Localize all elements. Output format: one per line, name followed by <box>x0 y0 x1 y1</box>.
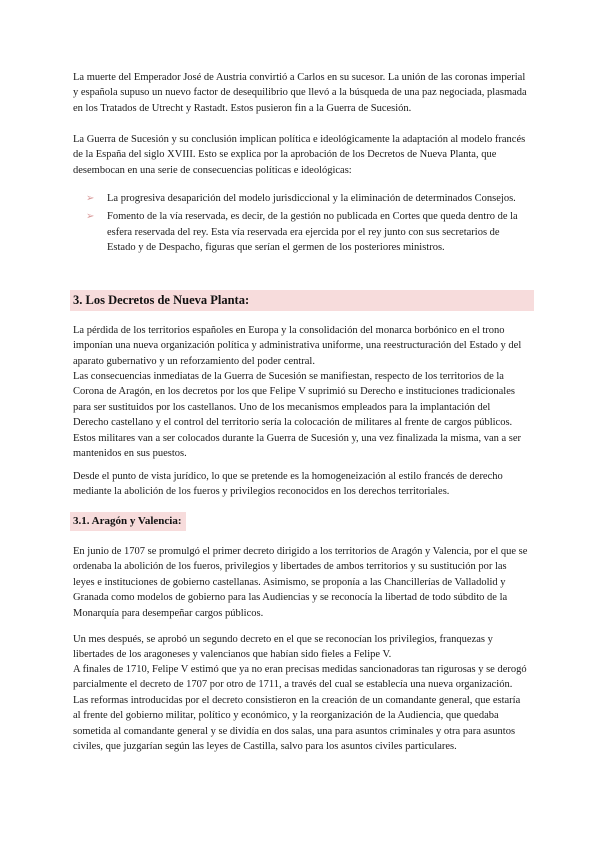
paragraph-consecuencias-inmediatas: Las consecuencias inmediatas de la Guerra de Sucesión se manifiestan, respecto de los territorios de la Corona de Aragón, en los decretos por los que Felipe V suprimió su Derecho e instituciones tradicionales para ser sustituidos por los castellanos. Uno de los mecanismos empleados para la implantación del Derecho castellano y el control del territorio sería la colocación de militares al frente de cargos públicos. Estos militares van a ser colocados durante la Guerra de Sucesión y, una vez finalizada la misma, van a ser mantenidos en sus puestos. <box>73 371 522 460</box>
paragraph-finales-1710: A finales de 1710, Felipe V estimó que ya no eran precisas medidas sancionadoras tan rigurosas y se derogó parcialmente el decreto de 1707 por otro de 1711, a través del cual se establecía una nueva organización. Las reformas introducidas por el decreto consistieron en la creación de un comandante general, que estaría al frente del gobierno militar, político y económico, y la reorganización de la Audiencia, que quedaba sometida al comandante general y se dividía en dos salas, una para asuntos criminales y otra para asuntos civiles, que juzgarían según las leyes de Castilla, salvo para los asuntos civiles particulares. <box>73 664 527 753</box>
section-heading-aragon-valencia: 3.1. Aragón y Valencia: <box>70 512 186 531</box>
list-item-text: Fomento de la vía reservada, es decir, de la gestión no publicada en Cortes que queda dentro de la esfera reservada del rey. Esta vía reservada era ejercida por el rey junto con sus secretarios de Estado y de Despacho, figuras que serían el germen de los posteriores ministros. <box>107 211 518 254</box>
paragraph-intro: La muerte del Emperador José de Austria convirtió a Carlos en su sucesor. La unión de las coronas imperial y española supuso un nuevo factor de desequilibrio que llevó a la búsqueda de una paz negociada, plasmada en los Tratados de Utrecht y Rastadt. Estos pusieron fin a la Guerra de Sucesión. <box>73 72 527 114</box>
paragraph-un-mes-despues: Un mes después, se aprobó un segundo decreto en el que se reconocían los privilegios, franquezas y libertades de los aragoneses y valencianos que habían sido fieles a Felipe V. <box>73 634 493 661</box>
list-item-text: La progresiva desaparición del modelo jurisdiccional y la eliminación de determinados Consejos. <box>107 193 516 204</box>
arrow-bullet-icon: ➢ <box>86 193 95 204</box>
list-item <box>86 191 530 206</box>
arrow-bullet-icon: ➢ <box>86 211 95 223</box>
section-heading-decretos: 3. Los Decretos de Nueva Planta: <box>70 290 534 311</box>
list-item <box>86 209 530 255</box>
paragraph-consequences: La Guerra de Sucesión y su conclusión implican política e ideológicamente la adaptación al modelo francés de la España del siglo XVIII. Esto se explica por la aprobación de los Decretos de Nueva Planta, que desembocan en una serie de consecuencias políticas e ideológicas: <box>73 134 526 176</box>
paragraph-perdida: La pérdida de los territorios españoles en Europa y la consolidación del monarca borbónico en el trono imponían una nueva organización política y administrativa uniforme, una reestructuración del Estado y del aparato gubernativo y un reforzamiento del poder central. <box>73 325 522 367</box>
paragraph-punto-de-vista: Desde el punto de vista jurídico, lo que se pretende es la homogeneización al estilo francés de derecho mediante la abolición de los fueros y privilegios reconocidos en los derechos territoriales. <box>73 471 503 498</box>
paragraph-junio-1707: En junio de 1707 se promulgó el primer decreto dirigido a los territorios de Aragón y Valencia, por el que se ordenaba la abolición de los fueros, privilegios y libertades de ambos territorios y su sustitución por las leyes e instituciones de gobierno castellanas. Asimismo, se proponía a las Chancillerías de Valladolid y Granada como modelos de gobierno para las Audiencias y se reconocía la libertad de todo súbdito de la Monarquía para desempeñar cargos públicos. <box>73 546 528 619</box>
consequence-list <box>86 191 530 259</box>
